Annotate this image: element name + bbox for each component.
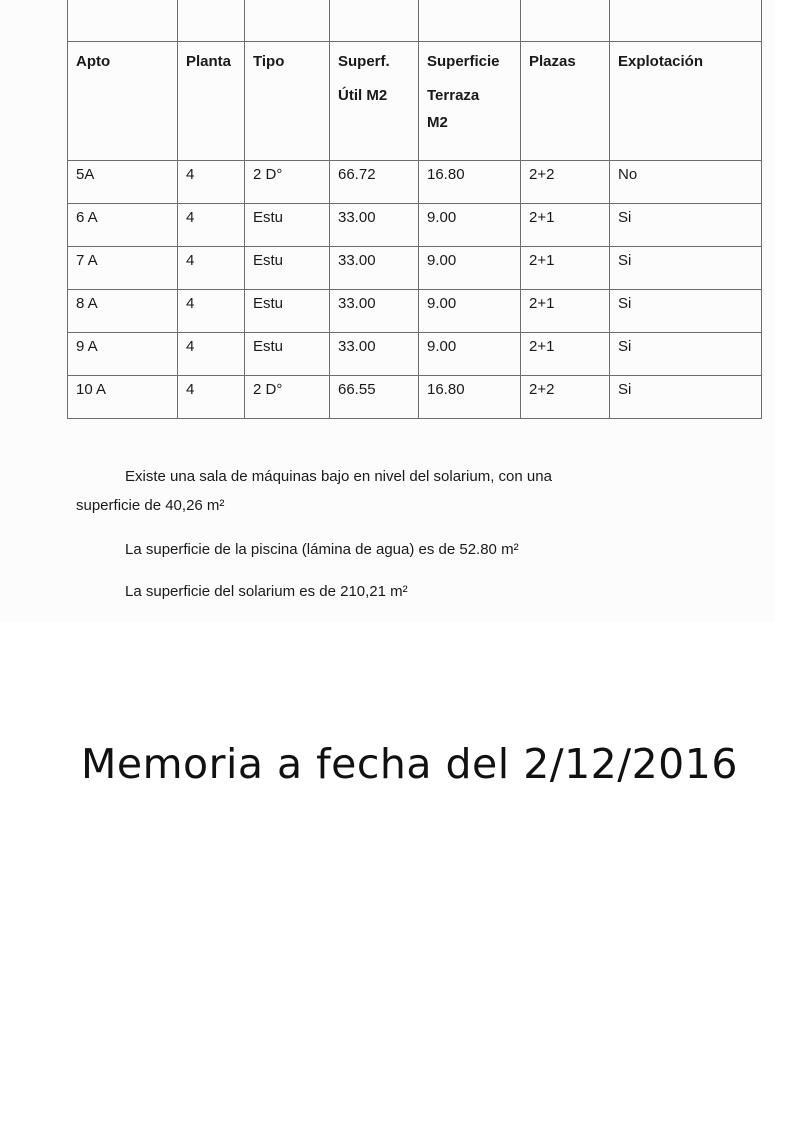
cell-planta: 4 <box>178 247 245 290</box>
cell-superficie-util: 33.00 <box>330 290 419 333</box>
header-superficie-terraza <box>419 42 521 161</box>
header-label: Plazas <box>529 53 576 70</box>
cell-superficie-util: 66.55 <box>330 376 419 419</box>
cell-tipo: Estu <box>245 204 330 247</box>
table-row <box>68 247 762 290</box>
cell-apto: 5A <box>68 161 178 204</box>
cell-plazas: 2+1 <box>521 204 610 247</box>
header-tipo <box>245 42 330 161</box>
pool-surface-paragraph: La superficie de la piscina (lámina de agua) es de 52.80 m² <box>125 541 519 558</box>
cell-planta: 4 <box>178 161 245 204</box>
table-row <box>68 376 762 419</box>
cell-tipo: 2 D° <box>245 376 330 419</box>
cell-superficie-terraza: 16.80 <box>419 376 521 419</box>
table-cell <box>330 0 419 42</box>
cell-plazas: 2+1 <box>521 333 610 376</box>
machine-room-paragraph-line2: superficie de 40,26 m² <box>76 497 225 514</box>
cell-superficie-util: 33.00 <box>330 333 419 376</box>
header-plazas <box>521 42 610 161</box>
cell-plazas: 2+1 <box>521 247 610 290</box>
cell-apto: 9 A <box>68 333 178 376</box>
header-label: Apto <box>76 53 111 70</box>
header-label: M2 <box>427 114 448 131</box>
cell-apto: 8 A <box>68 290 178 333</box>
cell-plazas: 2+2 <box>521 376 610 419</box>
cell-planta: 4 <box>178 290 245 333</box>
cell-explotacion: Si <box>610 333 762 376</box>
table-row <box>68 161 762 204</box>
cell-explotacion: Si <box>610 247 762 290</box>
cell-superficie-terraza: 9.00 <box>419 333 521 376</box>
header-label: Tipo <box>253 53 285 70</box>
cell-superficie-util: 66.72 <box>330 161 419 204</box>
memo-date-title: Memoria a fecha del 2/12/2016 <box>81 740 738 788</box>
table-cell <box>178 0 245 42</box>
cell-explotacion: No <box>610 161 762 204</box>
cell-tipo: Estu <box>245 290 330 333</box>
cell-apto: 6 A <box>68 204 178 247</box>
cell-explotacion: Si <box>610 204 762 247</box>
header-planta <box>178 42 245 161</box>
cell-apto: 7 A <box>68 247 178 290</box>
cell-planta: 4 <box>178 333 245 376</box>
header-label: Útil M2 <box>338 87 388 104</box>
cell-apto: 10 A <box>68 376 178 419</box>
table-row <box>68 290 762 333</box>
header-apto <box>68 42 178 161</box>
table-cell <box>419 0 521 42</box>
cell-superficie-terraza: 9.00 <box>419 204 521 247</box>
cell-superficie-terraza: 9.00 <box>419 247 521 290</box>
table-top-row <box>68 0 762 42</box>
solarium-surface-paragraph: La superficie del solarium es de 210,21 m² <box>125 583 408 600</box>
table-row <box>68 333 762 376</box>
table-cell <box>68 0 178 42</box>
cell-explotacion: Si <box>610 376 762 419</box>
table-cell <box>245 0 330 42</box>
cell-tipo: Estu <box>245 333 330 376</box>
cell-plazas: 2+2 <box>521 161 610 204</box>
cell-plazas: 2+1 <box>521 290 610 333</box>
header-label: Explotación <box>618 53 704 70</box>
header-explotacion <box>610 42 762 161</box>
header-label: Superf. <box>338 53 390 70</box>
cell-explotacion: Si <box>610 290 762 333</box>
cell-planta: 4 <box>178 376 245 419</box>
table-row <box>68 204 762 247</box>
header-label: Superficie <box>427 53 500 70</box>
table-cell <box>610 0 762 42</box>
cell-superficie-util: 33.00 <box>330 204 419 247</box>
table-header-row <box>68 42 762 161</box>
header-superficie-util <box>330 42 419 161</box>
cell-superficie-terraza: 9.00 <box>419 290 521 333</box>
table-cell <box>521 0 610 42</box>
header-label: Planta <box>186 53 232 70</box>
cell-superficie-util: 33.00 <box>330 247 419 290</box>
cell-planta: 4 <box>178 204 245 247</box>
cell-tipo: Estu <box>245 247 330 290</box>
cell-tipo: 2 D° <box>245 161 330 204</box>
apartments-table <box>67 0 762 419</box>
cell-superficie-terraza: 16.80 <box>419 161 521 204</box>
header-label: Terraza <box>427 87 480 104</box>
machine-room-paragraph-line1: Existe una sala de máquinas bajo en nivel del solarium, con una <box>125 468 552 485</box>
